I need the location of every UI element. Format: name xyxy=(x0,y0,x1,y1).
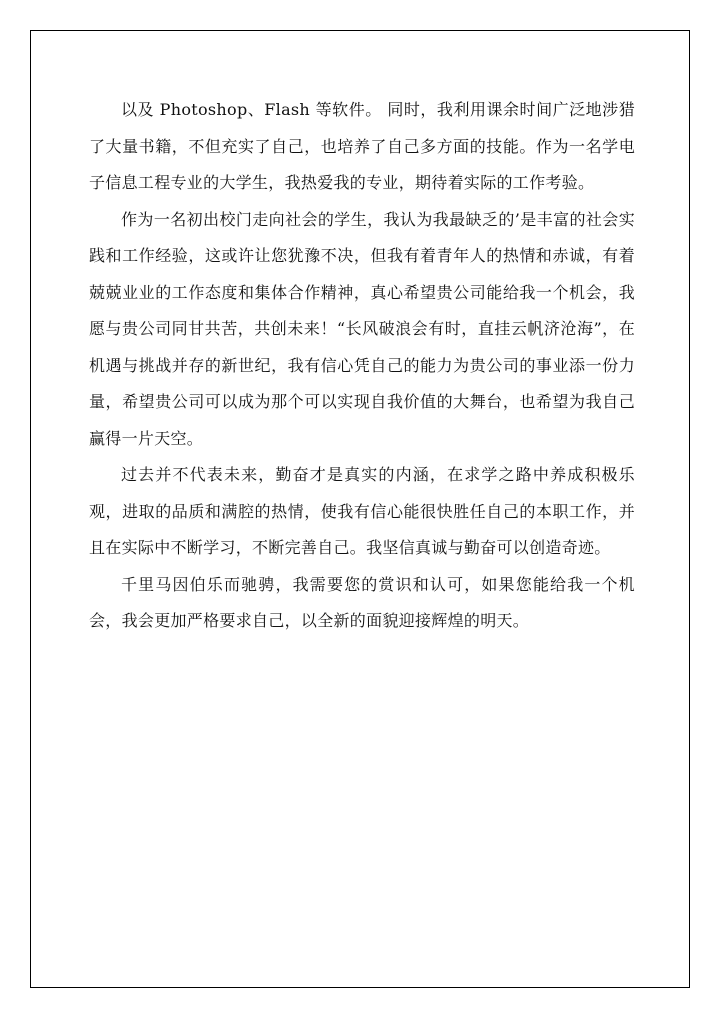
document-body xyxy=(89,92,635,640)
paragraph-3: 过去并不代表未来，勤奋才是真实的内涵，在求学之路中养成积极乐观，进取的品质和满腔的热情，使我有信心能很快胜任自己的本职工作，并且在实际中不断学习，不断完善自己。我坚信真诚与勤奋可以创造奇迹。 xyxy=(89,465,635,557)
paragraph-2: 作为一名初出校门走向社会的学生，我认为我最缺乏的’是丰富的社会实践和工作经验，这或许让您犹豫不决，但我有着青年人的热情和赤诚，有着兢兢业业的工作态度和集体合作精神，真心希望贵公司能给我一个机会，我愿与贵公司同甘共苦，共创未来！“长风破浪会有时，直挂云帆济沧海”，在机遇与挑战并存的新世纪，我有信心凭自己的能力为贵公司的事业添一份力量，希望贵公司可以成为那个可以实现自我价值的大舞台，也希望为我自己赢得一片天空。 xyxy=(89,209,635,448)
paragraph-1: 以及 Photoshop、Flash 等软件。 同时，我利用课余时间广泛地涉猎了大量书籍，不但充实了自己，也培养了自己多方面的技能。作为一名学电子信息工程专业的大学生，我热爱我的专业，期待着实际的工作考验。 xyxy=(89,100,635,192)
paragraph-4: 千里马因伯乐而驰骋，我需要您的赏识和认可，如果您能给我一个机会，我会更加严格要求自己，以全新的面貌迎接辉煌的明天。 xyxy=(89,574,635,630)
